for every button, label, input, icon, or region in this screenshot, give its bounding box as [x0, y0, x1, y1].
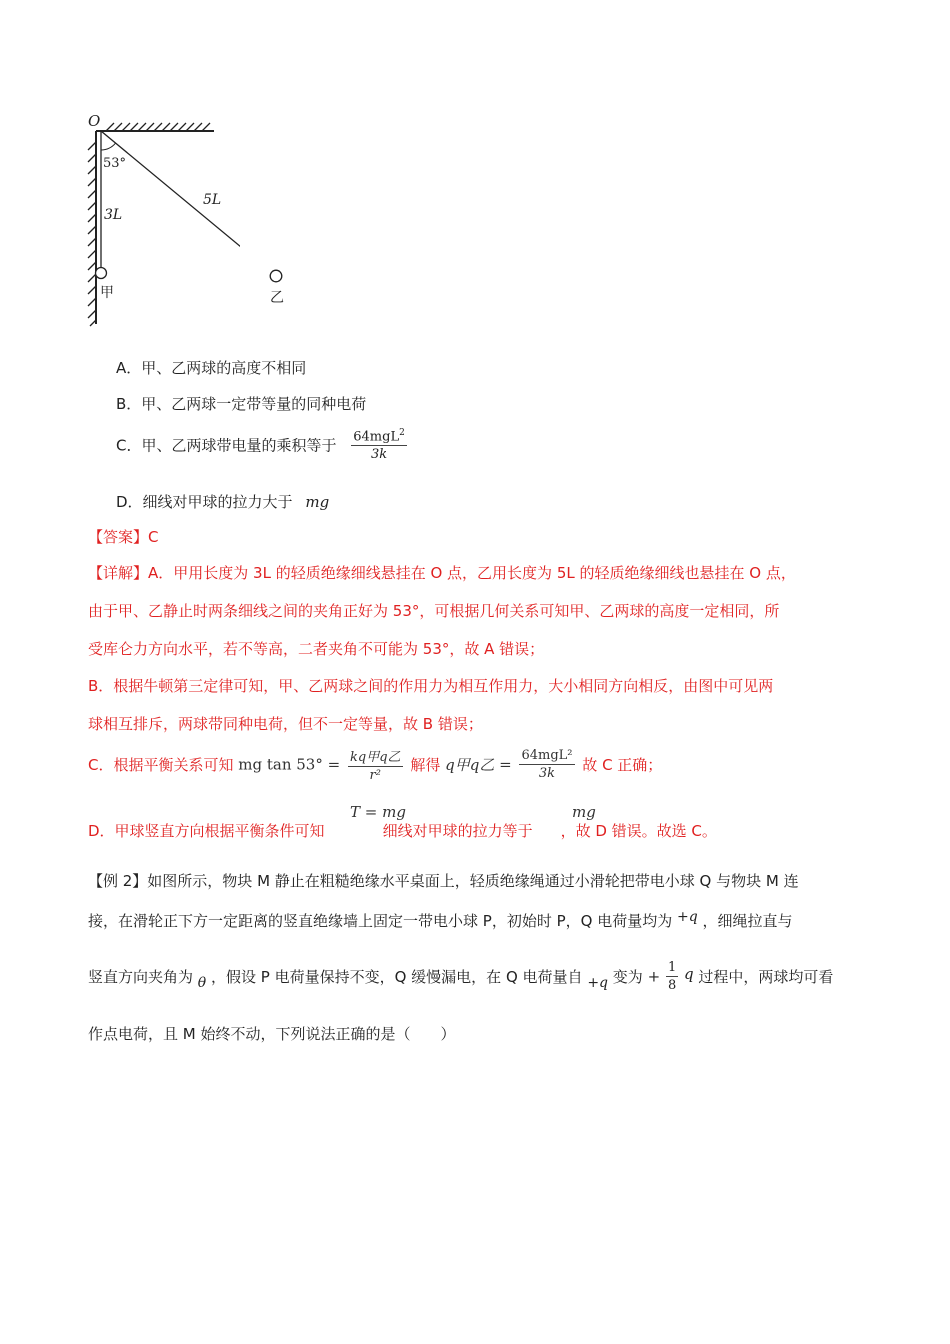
- label-o: O: [88, 112, 101, 130]
- example2-plus: +: [647, 967, 661, 986]
- detail-c-frac1-den: r²: [369, 768, 381, 783]
- detail-c-eq2: =: [499, 755, 512, 774]
- option-d-text: D．细线对甲球的拉力大于: [116, 493, 293, 511]
- detail-a-line2: 由于甲、乙静止时两条细线之间的夹角正好为 53°，可根据几何关系可知甲、乙两球的高度一定相同，所: [88, 602, 780, 620]
- option-c-text: C．甲、乙两球带电量的乘积等于: [116, 436, 337, 455]
- detail-b-line1: B．根据牛顿第三定律可知，甲、乙两球之间的作用力为相互作用力，大小相同方向相反，由图中可见两: [88, 677, 774, 695]
- example2-line3-c: 变为: [612, 968, 643, 986]
- detail-a-line3: 受库仑力方向水平，若不等高，二者夹角不可能为 53°，故 A 错误；: [88, 640, 545, 658]
- detail-a-text1: A．甲用长度为 3L 的轻质绝缘细线悬挂在 O 点，乙用长度为 5L 的轻质绝缘细线也悬挂在 O 点，: [148, 564, 796, 582]
- ball-yi: [270, 270, 282, 282]
- example2-q2: q: [684, 964, 694, 983]
- detail-a-line1: [88, 562, 796, 583]
- example2-line2-suffix: ，细绳拉直与: [702, 912, 793, 930]
- detail-d-expr1: T = mg: [350, 803, 406, 821]
- detail-c-frac2-num: 64mgL²: [521, 748, 573, 763]
- answer-value: C: [148, 528, 159, 546]
- example2-line3-a: 竖直方向夹角为: [88, 968, 194, 986]
- option-c-fraction: [351, 428, 407, 462]
- label-5l: 5L: [203, 192, 222, 208]
- example2-line3-b: ，假设 P 电荷量保持不变，Q 缓慢漏电，在 Q 电荷量自: [211, 968, 583, 986]
- ceiling-hatching: [106, 123, 210, 131]
- angle-arc: [101, 143, 116, 150]
- detail-c-frac2-den: 3k: [538, 766, 556, 781]
- answer-line: [88, 526, 159, 547]
- example2-theta: θ: [197, 974, 207, 991]
- ball-yi-svg: [266, 266, 286, 286]
- detail-c-expr1: mg tan 53°: [238, 755, 323, 774]
- option-c-numerator: 64mgL: [353, 429, 400, 445]
- detail-d-suffix: ，故 D 错误。故选 C。: [560, 822, 717, 840]
- detail-c-mid: 解得: [410, 756, 441, 774]
- detail-c-frac1-num: kq甲q乙: [348, 746, 403, 767]
- detail-label: 【详解】: [88, 564, 149, 582]
- wall-hatching: [88, 142, 96, 326]
- detail-d-mid: 细线对甲球的拉力等于: [382, 822, 533, 840]
- detail-c-eq1: =: [327, 755, 341, 774]
- example2-q1: +q: [587, 974, 609, 991]
- detail-d-line: [88, 820, 717, 841]
- example2-frac-den: 8: [667, 978, 677, 993]
- label-angle: 53°: [103, 156, 127, 171]
- option-c: [116, 428, 410, 462]
- option-c-numerator-sup: 2: [399, 428, 405, 438]
- option-d: [116, 491, 329, 512]
- example2-line1: 【例 2】如图所示，物块 M 静止在粗糙绝缘水平桌面上，轻质绝缘绳通过小滑轮把带电小球 Q 与物块 M 连: [88, 872, 799, 890]
- option-d-expr: mg: [305, 493, 330, 511]
- detail-d-expr2: mg: [572, 803, 596, 821]
- label-3l: 3L: [104, 207, 123, 223]
- detail-c-expr2: q甲q乙: [445, 756, 495, 774]
- example2-line2-prefix: 接，在滑轮正下方一定距离的竖直绝缘墙上固定一带电小球 P，初始时 P，Q 电荷量均为: [88, 912, 673, 930]
- detail-c-frac1: [348, 746, 403, 783]
- detail-c-suffix: 故 C 正确；: [582, 756, 663, 774]
- example2-line2: [88, 910, 793, 931]
- detail-c-prefix: C．根据平衡关系可知: [88, 756, 234, 774]
- option-a: A．甲、乙两球的高度不相同: [116, 359, 307, 377]
- ball-jia: [96, 268, 107, 279]
- example2-line4: 作点电荷，且 M 始终不动，下列说法正确的是（ ）: [88, 1025, 456, 1043]
- answer-label: 【答案】: [88, 528, 149, 546]
- example2-line2-q: +q: [677, 909, 698, 925]
- example2-line3-d: 过程中，两球均可看: [698, 968, 834, 986]
- detail-c-frac2: [519, 748, 574, 781]
- detail-d-prefix: D．甲球竖直方向根据平衡条件可知: [88, 822, 325, 840]
- example2-line3: [88, 960, 833, 993]
- option-b: B．甲、乙两球一定带等量的同种电荷: [116, 395, 367, 413]
- example2-fraction: [666, 960, 678, 993]
- option-c-denominator: 3k: [370, 447, 388, 463]
- label-jia: 甲: [100, 285, 114, 301]
- label-yi: 乙: [270, 290, 284, 306]
- detail-b-line2: 球相互排斥，两球带同种电荷，但不一定等量，故 B 错误；: [88, 715, 483, 733]
- example2-frac-num: 1: [667, 960, 677, 975]
- detail-c-line: [88, 746, 662, 783]
